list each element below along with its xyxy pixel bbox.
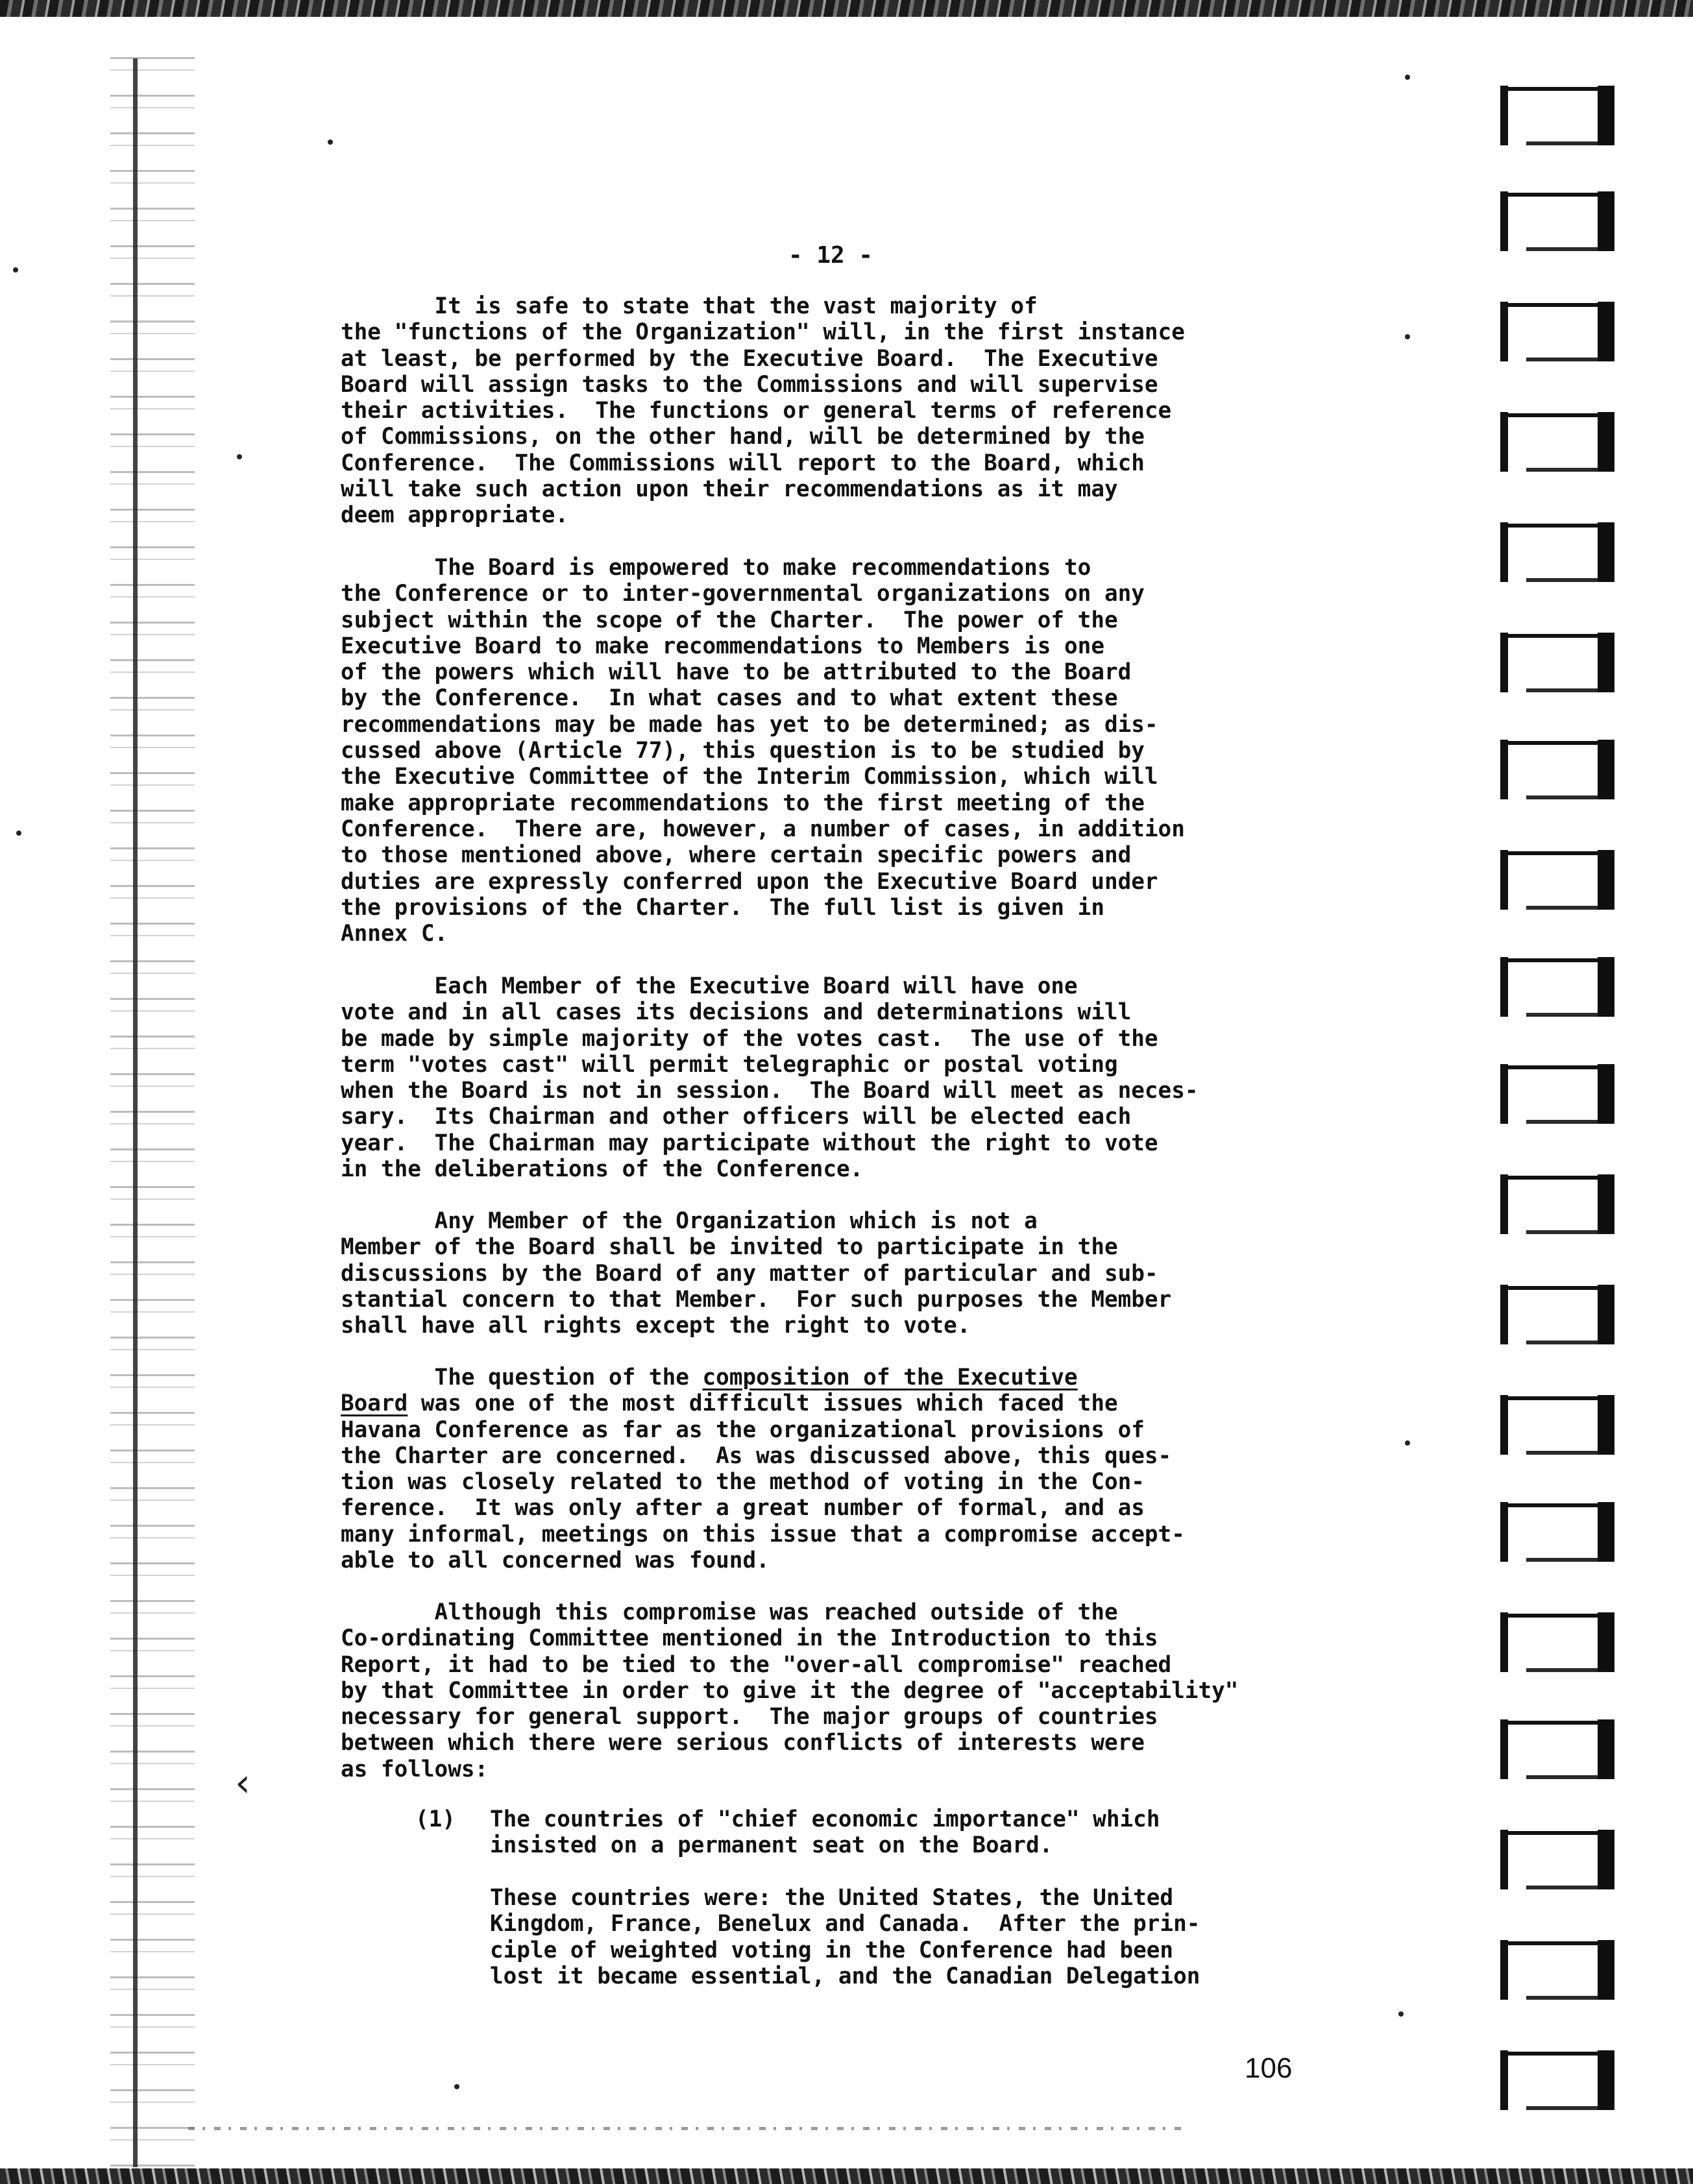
text-line: by that Committee in order to give it the degree of "acceptability"	[341, 1677, 1239, 1704]
text-line: in the deliberations of the Conference.	[341, 1156, 864, 1183]
left-margin-noise	[110, 45, 195, 2167]
binder-ring	[1500, 302, 1617, 361]
text-line: Member of the Board shall be invited to participate in the	[341, 1234, 1118, 1261]
stray-dot	[1405, 75, 1410, 80]
stray-dot	[1405, 334, 1410, 339]
binder-ring	[1500, 1174, 1617, 1234]
binder-ring	[1500, 2050, 1617, 2110]
text-line: Each Member of the Executive Board will have one	[341, 973, 1078, 999]
text-line: many informal, meetings on this issue that a compromise accept-	[341, 1521, 1185, 1547]
text-line: cussed above (Article 77), this question is to be studied by	[341, 738, 1145, 764]
text-line: insisted on a permanent seat on the Board.	[490, 1832, 1053, 1859]
binder-ring	[1500, 191, 1617, 251]
text-line: the provisions of the Charter. The full list is given in	[341, 894, 1104, 921]
stray-dot	[328, 140, 333, 145]
text-line: the Charter are concerned. As was discussed above, this ques-	[341, 1442, 1172, 1469]
stray-dot	[1405, 1440, 1410, 1446]
stray-dot	[237, 454, 242, 459]
text-line: The Board is empowered to make recommendations to	[341, 555, 1091, 581]
text-line: Report, it had to be tied to the "over-all compromise" reached	[341, 1651, 1172, 1678]
binder-ring	[1500, 86, 1617, 145]
text-segment: was one of the most difficult issues which faced the	[408, 1390, 1118, 1417]
paragraph-functions	[341, 293, 1353, 529]
stray-dot	[13, 267, 18, 273]
binder-ring	[1500, 850, 1617, 910]
binder-ring	[1500, 1064, 1617, 1124]
underlined-phrase: composition of the Executive	[702, 1365, 1078, 1390]
text-line: sary. Its Chairman and other officers will be elected each	[341, 1104, 1132, 1130]
text-line: lost it became essential, and the Canadian Delegation	[490, 1963, 1200, 1989]
stray-dot	[454, 2084, 459, 2089]
bottom-dotted-rule	[188, 2127, 1188, 2130]
binder-ring	[1500, 1719, 1617, 1779]
left-binding-rule	[133, 58, 138, 2167]
text-line: Havana Conference as far as the organizational provisions of	[341, 1416, 1145, 1443]
text-line: the "functions of the Organization" will, in the first instance	[341, 319, 1185, 346]
text-line: of Commissions, on the other hand, will be determined by the	[341, 424, 1145, 450]
text-line: It is safe to state that the vast majority of	[341, 293, 1038, 319]
text-line: recommendations may be made has yet to be determined; as dis-	[341, 711, 1158, 738]
enumerated-item-continuation	[490, 1885, 1353, 1989]
stray-dot	[1398, 2011, 1404, 2017]
text-line: Kingdom, France, Benelux and Canada. After the prin-	[490, 1911, 1200, 1937]
text-line: when the Board is not in session. The Board will meet as neces-	[341, 1078, 1199, 1104]
paragraph-compromise	[341, 1599, 1353, 1782]
text-line: make appropriate recommendations to the first meeting of the	[341, 790, 1145, 816]
binder-ring	[1500, 1285, 1617, 1344]
text-line: of the powers which will have to be attributed to the Board	[341, 659, 1132, 686]
text-line: shall have all rights except the right to vote.	[341, 1313, 971, 1339]
binder-ring	[1500, 1940, 1617, 2000]
page-marker: - 12 -	[788, 242, 873, 269]
text-line: as follows:	[341, 1756, 489, 1782]
text-line: Conference. The Commissions will report to the Board, which	[341, 450, 1145, 476]
text-line: be made by simple majority of the votes cast. The use of the	[341, 1025, 1158, 1052]
paragraph-board-composition	[341, 1365, 1353, 1573]
scan-bottom-edge	[0, 2168, 1693, 2184]
binder-ring	[1500, 1395, 1617, 1455]
binder-ring	[1500, 522, 1617, 582]
text-line: necessary for general support. The major groups of countries	[341, 1704, 1158, 1730]
margin-mark: ‹	[235, 1760, 250, 1806]
scan-top-edge	[0, 0, 1693, 17]
text-line	[341, 1390, 1353, 1416]
enumeration-number: (1)	[415, 1806, 456, 1832]
paragraph-non-member-participation	[341, 1208, 1353, 1339]
binder-ring	[1500, 633, 1617, 692]
binder-ring	[1500, 412, 1617, 472]
text-line: at least, be performed by the Executive Board. The Executive	[341, 345, 1158, 372]
text-line: These countries were: the United States, the United	[490, 1885, 1174, 1911]
text-line: tion was closely related to the method of voting in the Con-	[341, 1469, 1145, 1496]
text-line: to those mentioned above, where certain specific powers and	[341, 842, 1132, 869]
text-line: duties are expressly conferred upon the Executive Board under	[341, 868, 1158, 895]
text-line: discussions by the Board of any matter of particular and sub-	[341, 1260, 1158, 1287]
text-line: Board will assign tasks to the Commissions and will supervise	[341, 371, 1158, 398]
text-line: term "votes cast" will permit telegraphic or postal voting	[341, 1051, 1118, 1078]
text-line: stantial concern to that Member. For such purposes the Member	[341, 1286, 1172, 1313]
text-line: will take such action upon their recommendations as it may	[341, 476, 1118, 503]
text-line: deem appropriate.	[341, 502, 569, 529]
text-line: by the Conference. In what cases and to what extent these	[341, 685, 1118, 712]
text-line	[341, 1365, 1353, 1390]
text-line: Co-ordinating Committee mentioned in the Introduction to this	[341, 1625, 1158, 1652]
binder-ring	[1500, 1830, 1617, 1889]
text-line: The countries of "chief economic importance" which	[490, 1806, 1160, 1832]
text-line: subject within the scope of the Charter. The power of the	[341, 607, 1118, 633]
page-number: 106	[1245, 2052, 1293, 2084]
paragraph-recommendations	[341, 555, 1353, 947]
binder-ring	[1500, 1502, 1617, 1562]
text-line: Conference. There are, however, a number of cases, in addition	[341, 816, 1185, 842]
text-line: ference. It was only after a great number of formal, and as	[341, 1495, 1145, 1522]
text-line: Executive Board to make recommendations to Members is one	[341, 633, 1104, 659]
text-line: the Conference or to inter-governmental organizations on any	[341, 581, 1145, 607]
text-line: Although this compromise was reached outside of the	[341, 1599, 1118, 1625]
text-segment: The question of the	[341, 1365, 703, 1390]
binder-rings	[1500, 78, 1624, 2167]
text-line: able to all concerned was found.	[341, 1547, 770, 1574]
text-line: between which there were serious conflicts of interests were	[341, 1730, 1145, 1756]
enumerated-item-text	[490, 1806, 1353, 1859]
text-line: Any Member of the Organization which is not a	[341, 1208, 1038, 1234]
binder-ring	[1500, 1612, 1617, 1672]
underlined-phrase: Board	[341, 1390, 408, 1417]
stray-dot	[16, 831, 21, 836]
text-line: the Executive Committee of the Interim Commission, which will	[341, 764, 1158, 790]
text-line: Annex C.	[341, 921, 448, 947]
binder-ring	[1500, 957, 1617, 1017]
text-line: year. The Chairman may participate without the right to vote	[341, 1130, 1158, 1156]
paragraph-voting	[341, 973, 1353, 1182]
text-line: their activities. The functions or general terms of reference	[341, 398, 1172, 424]
text-line: vote and in all cases its decisions and determinations will	[341, 999, 1132, 1026]
binder-ring	[1500, 740, 1617, 799]
text-line: ciple of weighted voting in the Conference had been	[490, 1937, 1174, 1963]
